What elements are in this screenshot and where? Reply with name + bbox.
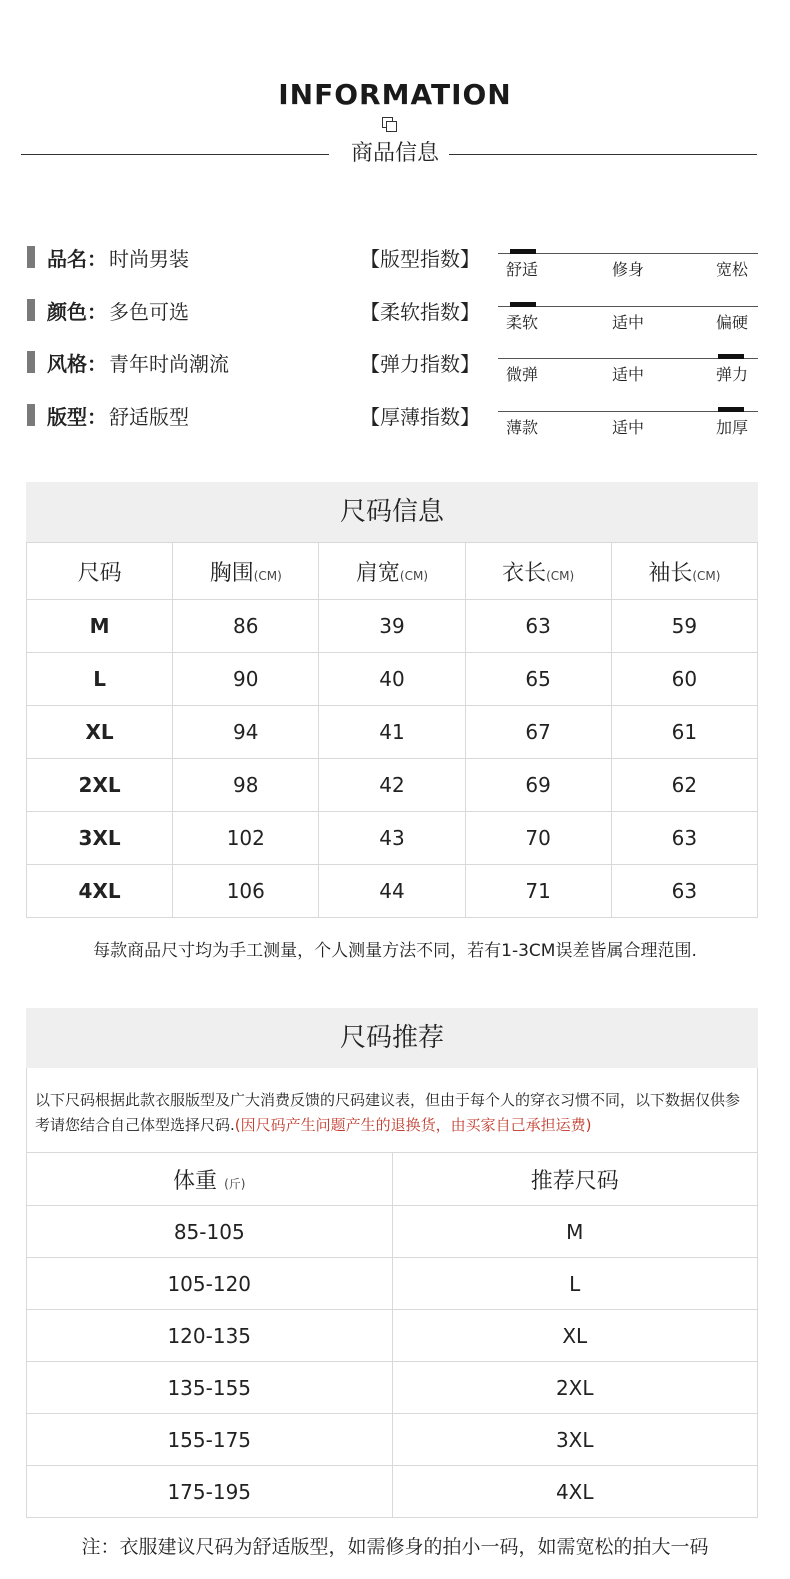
index-scale (498, 300, 758, 340)
scale-option: 舒适 (506, 260, 539, 279)
cell-recommended-size: L (392, 1258, 758, 1310)
table-row (27, 865, 758, 918)
table-row (27, 759, 758, 812)
cell-weight: 85-105 (27, 1206, 393, 1258)
cell-chest: 94 (173, 706, 319, 759)
index-marker (718, 354, 744, 359)
cell-recommended-size: 3XL (392, 1414, 758, 1466)
scale-option: 修身 (612, 260, 645, 279)
index-marker (718, 407, 744, 412)
scale-option: 宽松 (716, 260, 749, 279)
header-recommended-size: 推荐尺码 (392, 1153, 758, 1206)
size-table (26, 542, 758, 918)
size-info-banner: 尺码信息 (26, 482, 758, 542)
table-row (27, 1362, 758, 1414)
header-size: 尺码 (27, 543, 173, 600)
table-row (27, 1206, 758, 1258)
index-scale (498, 405, 758, 445)
index-label-softness: 【柔软指数】 (360, 300, 480, 324)
overlap-squares-icon (381, 116, 397, 132)
cell-length: 69 (465, 759, 611, 812)
cell-chest: 90 (173, 653, 319, 706)
scale-option: 柔软 (506, 313, 539, 332)
index-marker (510, 249, 536, 254)
cell-weight: 120-135 (27, 1310, 393, 1362)
header-chest: 胸围(CM) (173, 543, 319, 600)
cell-shoulder: 43 (319, 812, 465, 865)
table-row (27, 600, 758, 653)
index-marker (510, 302, 536, 307)
info-row-fit (27, 400, 189, 430)
cell-size: 2XL (27, 759, 173, 812)
index-label-thickness: 【厚薄指数】 (360, 405, 480, 429)
info-key: 版型： (47, 404, 107, 429)
cell-recommended-size: 2XL (392, 1362, 758, 1414)
info-key: 品名： (47, 246, 107, 271)
index-label-fit: 【版型指数】 (360, 247, 480, 271)
index-scale (498, 247, 758, 287)
cell-shoulder: 42 (319, 759, 465, 812)
index-scale (498, 352, 758, 392)
table-row (27, 706, 758, 759)
bullet-bar (27, 299, 35, 321)
cell-size: XL (27, 706, 173, 759)
cell-shoulder: 41 (319, 706, 465, 759)
cell-length: 70 (465, 812, 611, 865)
unit-label: (CM) (546, 568, 575, 583)
header-length: 衣长(CM) (465, 543, 611, 600)
cell-sleeve: 60 (611, 653, 757, 706)
cell-size: L (27, 653, 173, 706)
cell-size: 4XL (27, 865, 173, 918)
cell-chest: 98 (173, 759, 319, 812)
cell-sleeve: 62 (611, 759, 757, 812)
return-policy-note: (因尺码产生问题产生的退换货，由买家自己承担运费) (234, 1116, 592, 1134)
cell-sleeve: 63 (611, 812, 757, 865)
table-row (27, 1466, 758, 1518)
cell-recommended-size: M (392, 1206, 758, 1258)
scale-option: 偏硬 (716, 313, 749, 332)
unit-label: (CM) (253, 568, 282, 583)
cell-length: 63 (465, 600, 611, 653)
table-header-row (27, 1153, 758, 1206)
size-recommend-banner: 尺码推荐 (26, 1008, 758, 1068)
cell-chest: 86 (173, 600, 319, 653)
info-row-style (27, 347, 229, 377)
unit-label: (CM) (399, 568, 429, 583)
cell-sleeve: 63 (611, 865, 757, 918)
scale-option: 适中 (612, 365, 645, 384)
cell-sleeve: 61 (611, 706, 757, 759)
info-value: 青年时尚潮流 (109, 351, 229, 376)
index-label-elasticity: 【弹力指数】 (360, 352, 480, 376)
cell-weight: 155-175 (27, 1414, 393, 1466)
info-value: 舒适版型 (109, 404, 189, 429)
table-row (27, 1414, 758, 1466)
cell-shoulder: 39 (319, 600, 465, 653)
cell-weight: 105-120 (27, 1258, 393, 1310)
cell-weight: 175-195 (27, 1466, 393, 1518)
header-shoulder: 肩宽(CM) (319, 543, 465, 600)
info-key: 风格： (47, 351, 107, 376)
scale-option: 加厚 (716, 418, 749, 437)
info-value: 多色可选 (109, 299, 189, 324)
scale-option: 微弹 (506, 365, 539, 384)
info-row-color (27, 295, 189, 325)
cell-shoulder: 44 (319, 865, 465, 918)
cell-recommended-size: 4XL (392, 1466, 758, 1518)
measurement-note: 每款商品尺寸均为手工测量，个人测量方法不同，若有1-3CM误差皆属合理范围. (93, 941, 697, 961)
recommend-description: 以下尺码根据此款衣服版型及广大消费反馈的尺码建议表，但由于每个人的穿衣习惯不同，以下数据仅供参考请您结合自己体型选择尺码.(因尺码产生问题产生的退换货，由买家自己承担运费) (26, 1068, 758, 1152)
scale-option: 弹力 (716, 365, 749, 384)
scale-option: 薄款 (506, 418, 539, 437)
table-row (27, 653, 758, 706)
recommend-table (26, 1152, 758, 1518)
table-row (27, 812, 758, 865)
cell-length: 65 (465, 653, 611, 706)
info-value: 时尚男装 (109, 246, 189, 271)
unit-label: (CM) (692, 568, 721, 583)
section-subtitle: 商品信息 (350, 141, 439, 166)
cell-shoulder: 40 (319, 653, 465, 706)
cell-weight: 135-155 (27, 1362, 393, 1414)
cell-size: 3XL (27, 812, 173, 865)
table-row (27, 1258, 758, 1310)
bullet-bar (27, 351, 35, 373)
cell-length: 71 (465, 865, 611, 918)
cell-recommended-size: XL (392, 1310, 758, 1362)
bullet-bar (27, 404, 35, 426)
info-key: 颜色： (47, 299, 107, 324)
cell-chest: 106 (173, 865, 319, 918)
section-title-information: INFORMATION (278, 78, 512, 111)
header-weight: 体重 (斤) (27, 1153, 393, 1206)
scale-option: 适中 (612, 313, 645, 332)
table-header-row (27, 543, 758, 600)
cell-chest: 102 (173, 812, 319, 865)
scale-option: 适中 (612, 418, 645, 437)
cell-size: M (27, 600, 173, 653)
cell-length: 67 (465, 706, 611, 759)
table-row (27, 1310, 758, 1362)
header-sleeve: 袖长(CM) (611, 543, 757, 600)
unit-label: (斤) (224, 1176, 246, 1191)
bullet-bar (27, 246, 35, 268)
cell-sleeve: 59 (611, 600, 757, 653)
info-row-name (27, 242, 189, 272)
fit-advice-note: 注：衣服建议尺码为舒适版型，如需修身的拍小一码，如需宽松的拍大一码 (81, 1536, 709, 1558)
